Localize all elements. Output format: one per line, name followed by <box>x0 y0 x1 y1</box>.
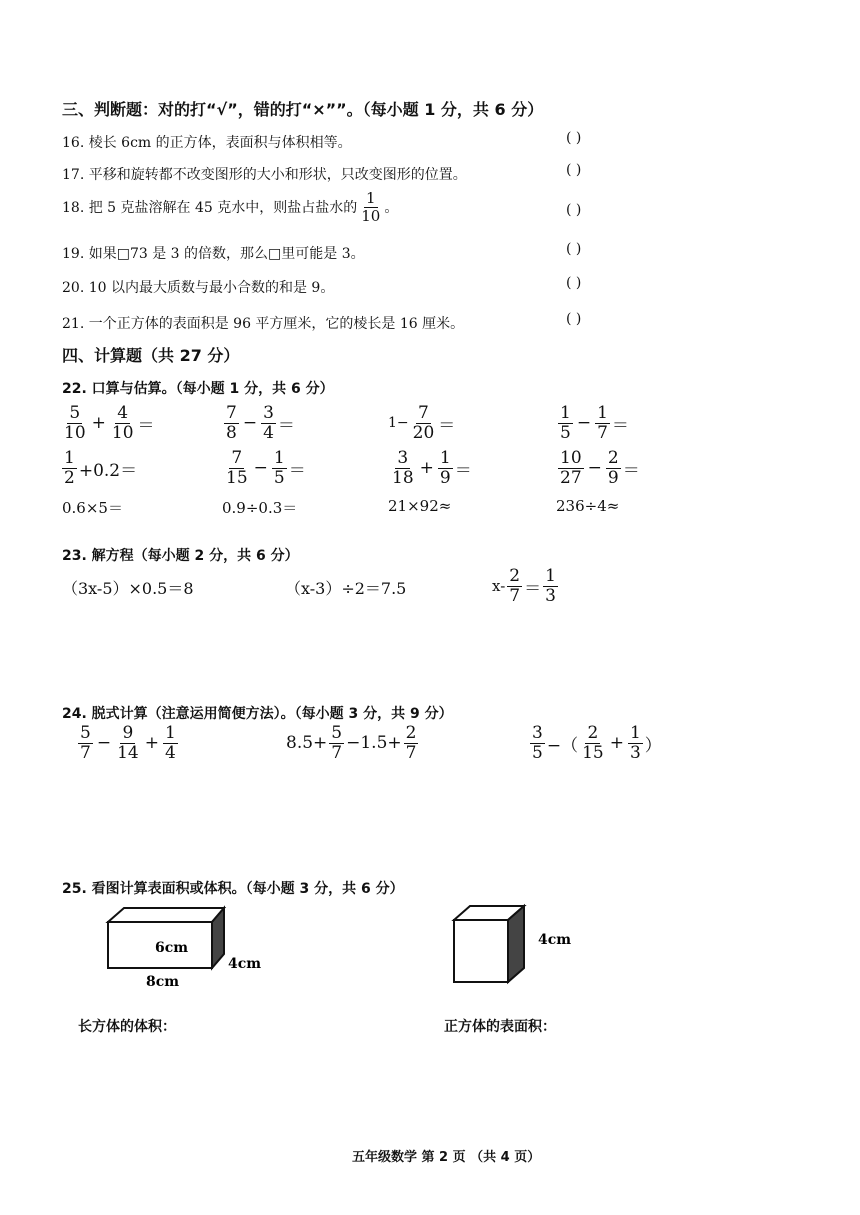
question-17: 17. 平移和旋转都不改变图形的大小和形状，只改变图形的位置。 <box>62 167 467 183</box>
q24-expr-3: $\frac{3}{5}$ −（ $\frac{2}{15}$ + $\frac{1}{3}$ ） <box>532 723 662 763</box>
q24-expr-2: 8.5+ $\frac{5}{7}$ −1.5+ $\frac{2}{7}$ <box>286 723 417 763</box>
cube-edge-label: 4cm <box>538 932 572 948</box>
section-4-title: 四、计算题（共 27 分） <box>62 346 240 365</box>
cube-figure <box>448 898 588 988</box>
q24-expr-1: $\frac{5}{7}$ − $\frac{9}{14}$ + $\frac{1}{4}$ <box>80 723 176 763</box>
question-16: 16. 棱长 6cm 的正方体，表面积与体积相等。 <box>62 135 352 151</box>
q25-title: 25. 看图计算表面积或体积。（每小题 3 分，共 6 分） <box>62 881 404 897</box>
q22-expr-8: $\frac{10}{27}$ − $\frac{2}{9}$ ＝ <box>560 448 640 488</box>
q23-equation-1: （3x-5）×0.5＝8 <box>62 579 194 598</box>
q22-expr-6: $\frac{7}{15}$ − $\frac{1}{5}$ ＝ <box>226 448 306 488</box>
q23-equation-2: （x-3）÷2＝7.5 <box>285 579 407 598</box>
q22-expr-5: $\frac{1}{2}$ +0.2＝ <box>64 448 138 488</box>
answer-paren-18[interactable]: ( ) <box>566 202 582 218</box>
question-19: 19. 如果□73 是 3 的倍数，那么□里可能是 3。 <box>62 246 365 262</box>
question-20: 20. 10 以内最大质数与最小合数的和是 9。 <box>62 280 335 296</box>
section-3-title: 三、判断题：对的打“√”，错的打“×””。（每小题 1 分，共 6 分） <box>62 100 544 119</box>
cuboid-volume-label: 长方体的体积： <box>78 1019 176 1035</box>
answer-paren-20[interactable]: ( ) <box>566 275 582 291</box>
question-18-text: 18. 把 5 克盐溶解在 45 克水中，则盐占盐水的 <box>62 200 358 216</box>
cuboid-length-label: 8cm <box>146 974 180 990</box>
page-footer: 五年级数学 第 2 页 （共 4 页） <box>352 1150 541 1165</box>
answer-paren-21[interactable]: ( ) <box>566 311 582 327</box>
question-21: 21. 一个正方体的表面积是 96 平方厘米，它的棱长是 16 厘米。 <box>62 316 465 332</box>
q22-expr-10: 0.9÷0.3＝ <box>222 499 298 517</box>
q22-expr-7: $\frac{3}{18}$ + $\frac{1}{9}$ ＝ <box>392 448 472 488</box>
cube-surface-area-label: 正方体的表面积： <box>444 1019 556 1035</box>
q24-title: 24. 脱式计算（注意运用简便方法）。（每小题 3 分，共 9 分） <box>62 706 453 722</box>
answer-paren-16[interactable]: ( ) <box>566 130 582 146</box>
question-18-end: 。 <box>384 200 399 216</box>
q22-expr-2: $\frac{7}{8}$ − $\frac{3}{4}$ ＝ <box>226 403 295 443</box>
cuboid-figure <box>100 900 280 1000</box>
q22-expr-3: 1− $\frac{7}{20}$ ＝ <box>388 403 456 443</box>
q22-title: 22. 口算与估算。（每小题 1 分，共 6 分） <box>62 381 334 397</box>
question-18 <box>62 190 398 224</box>
fraction: $\frac{1}{10}$ <box>361 189 381 225</box>
answer-paren-17[interactable]: ( ) <box>566 162 582 178</box>
q23-title: 23. 解方程（每小题 2 分，共 6 分） <box>62 548 299 564</box>
cube-side-face <box>508 906 524 982</box>
cube-front-face <box>454 920 508 982</box>
cuboid-height-label: 6cm <box>155 940 189 956</box>
cuboid-top-face <box>108 908 224 922</box>
q22-expr-12: 236÷4≈ <box>556 497 620 515</box>
q22-expr-4: $\frac{1}{5}$ − $\frac{1}{7}$ ＝ <box>560 403 629 443</box>
q22-expr-1: $\frac{5}{10}$ + $\frac{4}{10}$ ＝ <box>64 403 155 443</box>
cuboid-width-label: 4cm <box>228 956 262 972</box>
q22-expr-9: 0.6×5＝ <box>62 499 123 517</box>
answer-paren-19[interactable]: ( ) <box>566 241 582 257</box>
q22-expr-11: 21×92≈ <box>388 497 452 515</box>
q23-equation-3: x- $\frac{2}{7}$ ＝ $\frac{1}{3}$ <box>492 566 556 606</box>
